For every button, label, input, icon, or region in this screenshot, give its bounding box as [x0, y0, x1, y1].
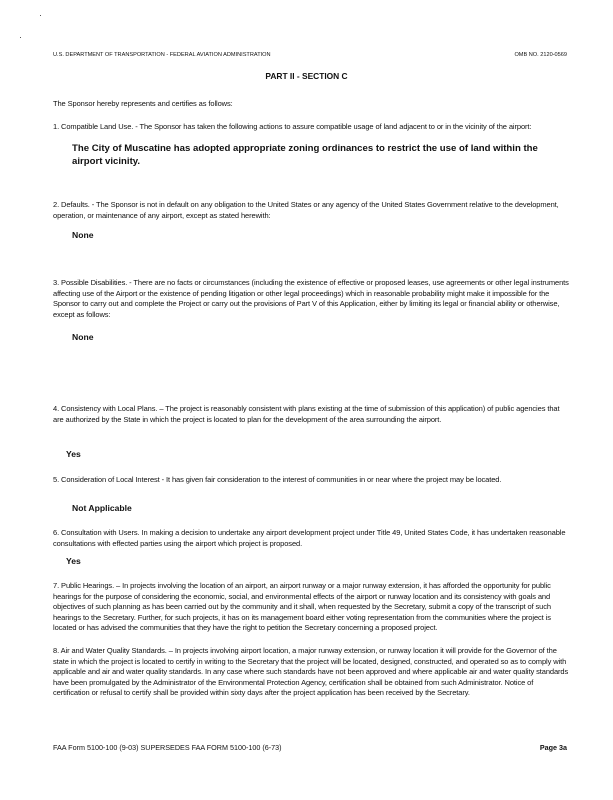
item-1-text: 1. Compatible Land Use. - The Sponsor has taken the following actions to assure compatible usage of land adjacent to or in the vicinity of the airport: [53, 122, 532, 131]
scan-speck [40, 15, 41, 16]
item-5-text: 5. Consideration of Local Interest - It has given fair consideration to the interest of communities in or near where the project may be located. [53, 475, 502, 484]
item-4-text: 4. Consistency with Local Plans. – The project is reasonably consistent with plans existing at the time of submission of this application) of public agencies that are authorized by the State in which the project is located to plan for the development of the area surrounding the airport. [53, 404, 560, 424]
item-7-text: 7. Public Hearings. – In projects involving the location of an airport, an airport runway or a major runway extension, it has afforded the opportunity for public hearings for the purpose of considering the economic, social, and environmental effects of the airport or runway location and its consistency with goals and objectives of such planning as has been carried out by the community and it shall, when requested by the Secretary, submit a copy of the transcript of such hearings to the Secretary. Further, for such projects, it has on its management board either voting representation from the communities where the project is located or has advised the communities that they have the right to petition the Secretary concerning a proposed project. [53, 581, 551, 633]
footer-page-number: Page 3a [539, 743, 567, 752]
item-4-answer: Yes [66, 449, 81, 459]
header-omb-number: OMB NO. 2120-0569 [514, 52, 567, 58]
item-8-text: 8. Air and Water Quality Standards. – In projects involving airport location, a major runway extension, or runway location it will provide for the Governor of the state in which the project is located to certify in writing to the Secretary that the project will be located, designed, constructed, and operated so as to comply with applicable and air and water quality standards. In any case where such standards have not been approved and where applicable air and water quality standards have been promulgated by the Administrator of the Environmental Protection Agency, certification shall be obtained from such Administrator. Notice of certification or refusal to certify shall be provided within sixty days after the project application has been received by the Secretary. [53, 646, 569, 698]
item-6-text: 6. Consultation with Users. In making a decision to undertake any airport development project under Title 49, United States Code, it has undertaken reasonable consultations with effected parties using the airport which project is proposed. [53, 528, 566, 548]
item-3-text: 3. Possible Disabilities. - There are no facts or circumstances (including the existence of effective or proposed leases, use agreements or other legal instruments affecting use of the Airport or the existence of pending litigation or other legal proceedings) which in reasonable probability might make it impossible for the Sponsor to carry out and complete the Project or carry out the provisions of Part V of this Application, either by limiting its legal or financial ability or otherwise, except as follows: [53, 278, 569, 319]
footer-form-number: FAA Form 5100-100 (9-03) SUPERSEDES FAA FORM 5100-100 (6-73) [53, 743, 282, 752]
intro-text: The Sponsor hereby represents and certifies as follows: [53, 99, 233, 108]
item-2-answer: None [72, 230, 94, 240]
page-title: PART II - SECTION C [265, 71, 348, 81]
item-5-answer: Not Applicable [72, 503, 132, 513]
item-6-answer: Yes [66, 556, 81, 566]
item-2-text: 2. Defaults. - The Sponsor is not in default on any obligation to the United States or any agency of the United States Government relative to the development, operation, or maintenance of any airport, except as stated herewith: [53, 200, 559, 220]
item-1-answer: The City of Muscatine has adopted appropriate zoning ordinances to restrict the use of land within the airport vicinity. [72, 143, 538, 167]
header-agency: U.S. DEPARTMENT OF TRANSPORTATION - FEDERAL AVIATION ADMINISTRATION [53, 52, 271, 58]
item-3-answer: None [72, 332, 94, 342]
scan-speck [20, 37, 21, 38]
